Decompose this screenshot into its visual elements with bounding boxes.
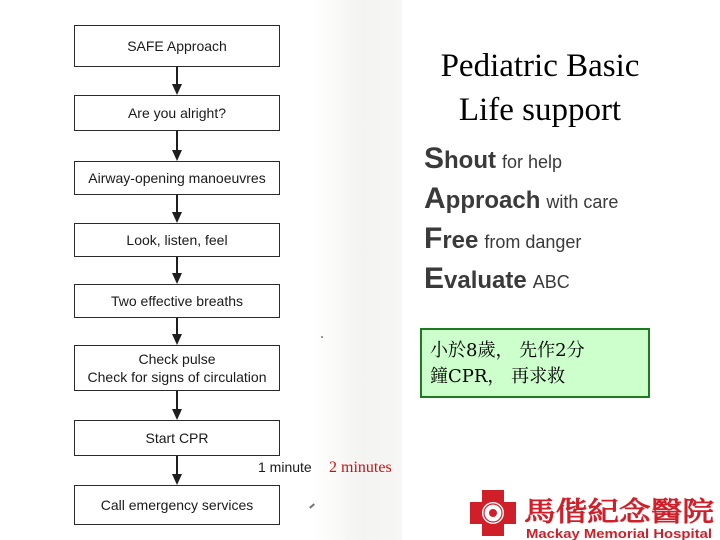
loop-duration-label: 1 minute xyxy=(258,459,312,475)
safe-key: Shout xyxy=(424,142,496,175)
arrow-down-icon xyxy=(173,131,181,161)
flow-step-text: Airway-opening manoeuvres xyxy=(88,170,266,186)
safe-rest: for help xyxy=(502,152,563,172)
arrow-down-icon xyxy=(173,318,181,345)
safe-key: Free xyxy=(424,222,479,255)
flow-step-airway-opening xyxy=(74,161,280,195)
flow-step-safe-approach xyxy=(74,25,280,67)
arrow-down-icon xyxy=(173,195,181,223)
title-line-1: Pediatric Basic xyxy=(440,48,640,84)
hospital-logo xyxy=(466,484,720,540)
safe-acronym-list xyxy=(424,142,618,302)
pediatric-note-box xyxy=(420,328,650,398)
safe-rest: from danger xyxy=(484,232,582,252)
arrow-down-icon xyxy=(173,257,181,284)
safe-rest: ABC xyxy=(532,272,570,292)
flow-step-are-you-alright xyxy=(74,95,280,131)
flow-step-check-pulse xyxy=(74,345,280,391)
flow-step-text: SAFE Approach xyxy=(127,38,227,54)
red-cross-emblem-icon xyxy=(470,490,516,536)
safe-item-shout xyxy=(424,142,618,182)
flow-step-text: Call emergency services xyxy=(100,497,254,513)
arrow-down-icon xyxy=(173,67,181,95)
flow-step-text-line-1: Check pulse xyxy=(138,351,216,367)
flow-step-text-line-2: Check for signs of circulation xyxy=(87,369,267,385)
safe-key: Evaluate xyxy=(424,262,527,295)
flow-step-look-listen-feel xyxy=(74,223,280,257)
arrow-down-icon xyxy=(173,456,181,485)
arrow-down-icon xyxy=(173,391,181,420)
logo-name-zh: 馬偕紀念醫院 xyxy=(524,497,686,528)
scan-speck xyxy=(309,503,315,508)
note-line-1: 小於8歲， 先作2分 xyxy=(430,340,585,361)
note-line-2: 鐘CPR， 再求救 xyxy=(430,366,566,387)
scan-dot xyxy=(321,336,323,338)
safe-key: Approach xyxy=(424,182,541,215)
slide-title xyxy=(410,44,670,132)
minutes-annotation: 2 minutes xyxy=(329,459,392,476)
flow-step-two-breaths xyxy=(74,284,280,318)
safe-rest: with care xyxy=(546,192,619,212)
flow-step-text: Start CPR xyxy=(145,430,209,446)
safe-item-evaluate xyxy=(424,262,618,302)
safe-item-approach xyxy=(424,182,618,222)
logo-name-en: Mackay Memorial Hospital xyxy=(526,526,712,540)
flow-step-call-emergency xyxy=(74,485,280,525)
flow-step-start-cpr xyxy=(74,420,280,456)
flow-step-text: Look, listen, feel xyxy=(126,232,228,248)
title-line-2: Life support xyxy=(458,92,622,128)
flow-step-text: Two effective breaths xyxy=(110,293,244,309)
hospital-logo-graphic xyxy=(466,484,720,540)
safe-item-free xyxy=(424,222,618,262)
flow-step-text: Are you alright? xyxy=(127,105,227,121)
